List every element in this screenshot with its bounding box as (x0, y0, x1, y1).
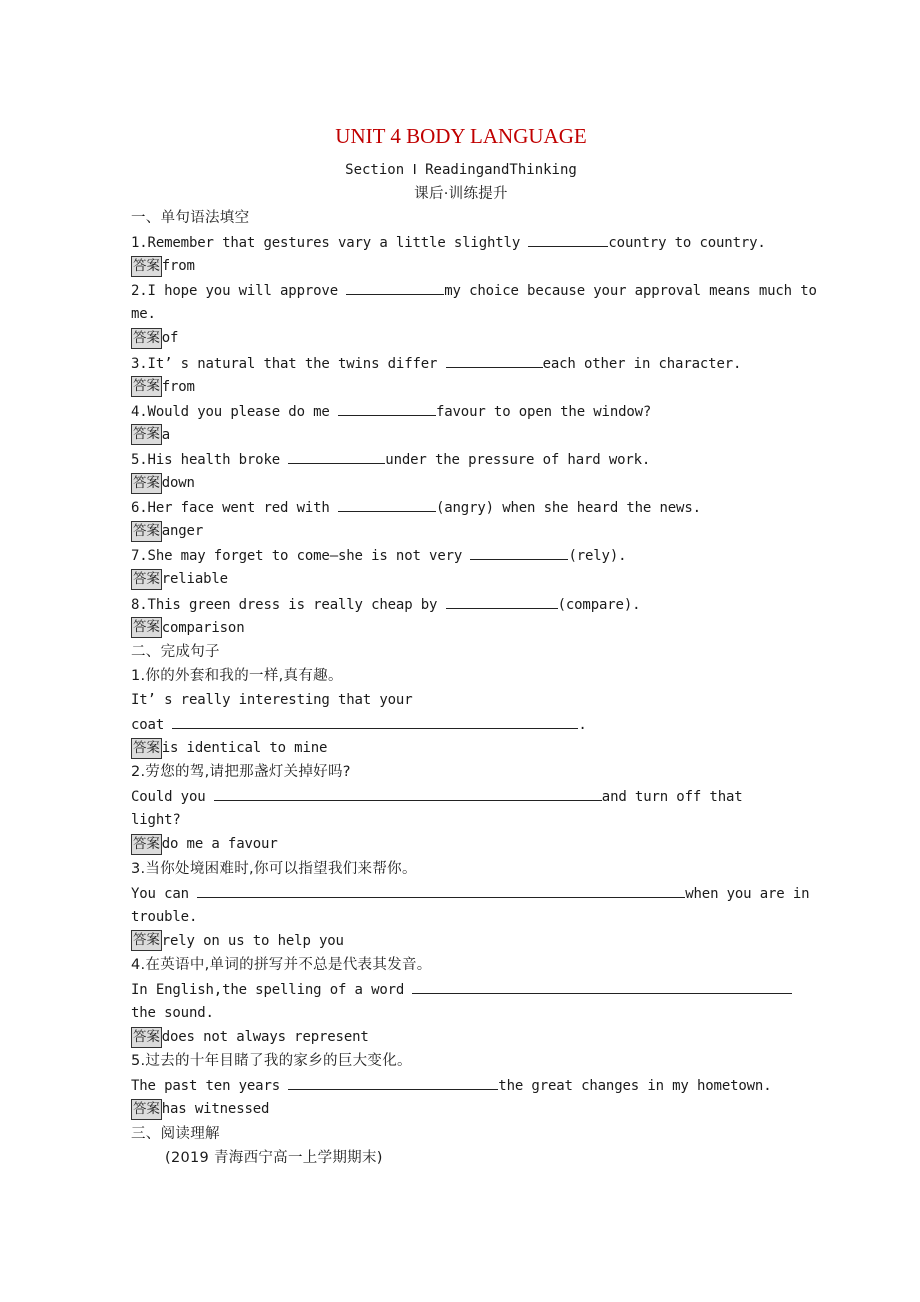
unit-title: UNIT 4 BODY LANGUAGE (335, 124, 587, 148)
answer-text: rely on us to help you (161, 932, 344, 949)
answer-blank (338, 495, 436, 512)
translate-1-english-cont: coat . (131, 712, 791, 736)
question-2: 2.I hope you will approve my choice because your approval means much to (131, 278, 791, 302)
answer-row-t5 (131, 1097, 791, 1121)
answer-row-5 (131, 471, 791, 495)
answer-text: from (161, 378, 195, 395)
answer-tag: 答案 (131, 930, 162, 951)
answer-row-2 (131, 326, 791, 350)
translate-1-english: It’ s really interesting that your (131, 691, 413, 708)
worksheet (131, 122, 817, 1170)
section-title: Section Ⅰ ReadingandThinking (345, 162, 577, 178)
translate-4-english-cont: the sound. (131, 1005, 214, 1022)
question-3: 3.It’ s natural that the twins differ each other in character. (131, 351, 791, 375)
answer-row-7 (131, 567, 791, 591)
answer-blank (446, 592, 558, 609)
subtitle: 课后·训练提升 (414, 186, 508, 202)
answer-text: from (161, 258, 195, 275)
answer-blank (172, 712, 578, 729)
answer-blank (470, 543, 568, 560)
translate-1-chinese: 1.你的外套和我的一样,真有趣。 (131, 667, 343, 684)
answer-blank (528, 230, 608, 247)
answer-blank (288, 1073, 498, 1090)
answer-text: anger (161, 523, 204, 540)
source-note: (2019 青海西宁高一上学期期末) (165, 1149, 383, 1166)
translate-3-english-cont: trouble. (131, 908, 198, 925)
answer-tag: 答案 (131, 376, 162, 397)
answer-row-8 (131, 616, 791, 640)
question-1: 1.Remember that gestures vary a little slightly country to country. (131, 230, 791, 254)
answer-text: has witnessed (161, 1101, 270, 1118)
answer-blank (446, 351, 543, 368)
question-2-cont: me. (131, 306, 156, 323)
answer-row-3 (131, 375, 791, 399)
answer-text: is identical to mine (161, 740, 328, 757)
question-8: 8.This green dress is really cheap by (compare). (131, 592, 791, 616)
answer-tag: 答案 (131, 256, 162, 277)
translate-3-chinese: 3.当你处境困难时,你可以指望我们来帮你。 (131, 860, 417, 877)
answer-text: down (161, 475, 195, 492)
answer-tag: 答案 (131, 834, 162, 855)
answer-tag: 答案 (131, 738, 162, 759)
answer-row-t4 (131, 1025, 791, 1049)
answer-tag: 答案 (131, 473, 162, 494)
translate-5-chinese: 5.过去的十年目睹了我的家乡的巨大变化。 (131, 1053, 412, 1070)
answer-tag: 答案 (131, 617, 162, 638)
translate-2-english: Could you and turn off that (131, 784, 791, 808)
answer-text: of (161, 330, 179, 347)
answer-row-t1 (131, 736, 791, 760)
part1-heading: 一、单句语法填空 (131, 210, 250, 226)
answer-tag: 答案 (131, 1099, 162, 1120)
translate-2-english-cont: light? (131, 812, 181, 829)
answer-text: does not always represent (161, 1029, 369, 1046)
translate-5-english: The past ten years the great changes in my hometown. (131, 1073, 791, 1097)
answer-row-t2 (131, 832, 791, 856)
answer-blank (197, 881, 685, 898)
translate-4-english: In English,the spelling of a word (131, 977, 791, 1001)
translate-2-chinese: 2.劳您的驾,请把那盏灯关掉好吗? (131, 764, 351, 781)
answer-text: reliable (161, 571, 228, 588)
answer-tag: 答案 (131, 1027, 162, 1048)
question-4: 4.Would you please do me favour to open the window? (131, 399, 791, 423)
answer-blank (412, 977, 792, 994)
question-6: 6.Her face went red with (angry) when she heard the news. (131, 495, 791, 519)
answer-blank (346, 278, 444, 295)
answer-row-6 (131, 519, 791, 543)
answer-blank (214, 784, 602, 801)
answer-blank (288, 447, 385, 464)
question-5: 5.His health broke under the pressure of hard work. (131, 447, 791, 471)
answer-tag: 答案 (131, 521, 162, 542)
answer-text: comparison (161, 619, 245, 636)
answer-tag: 答案 (131, 424, 162, 445)
part3-heading: 三、阅读理解 (131, 1125, 220, 1142)
answer-row-4 (131, 423, 791, 447)
part2-heading: 二、完成句子 (131, 643, 220, 660)
translate-3-english: You can when you are in (131, 881, 791, 905)
question-7: 7.She may forget to come—she is not very (rely). (131, 543, 791, 567)
answer-blank (338, 399, 436, 416)
translate-4-chinese: 4.在英语中,单词的拼写并不总是代表其发音。 (131, 956, 432, 973)
answer-text: a (161, 426, 170, 443)
answer-tag: 答案 (131, 328, 162, 349)
answer-tag: 答案 (131, 569, 162, 590)
answer-text: do me a favour (161, 836, 278, 853)
answer-row-t3 (131, 929, 791, 953)
answer-row-1 (131, 254, 791, 278)
